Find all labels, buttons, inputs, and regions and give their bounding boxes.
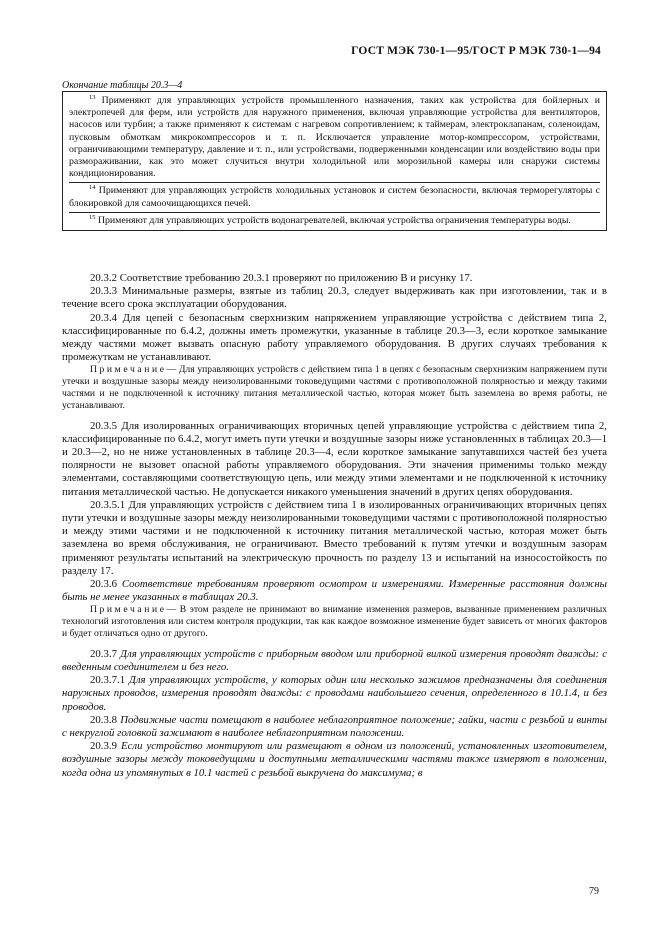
main-text <box>62 272 607 780</box>
clause-text: Соответствие требованиям проверяют осмотром и измерениями. Измеренные расстояния должны быть не менее указанных в таблицах 20.3. <box>62 578 607 604</box>
clause-text: Для управляющих устройств, у которых один или несколько зажимов предназначены для соединения наружных проводов, измерения проводят дважды: с проводами наибольшего сечения, определенного в 10.1.4, и без проводов. <box>62 674 607 713</box>
footnote-text: Применяют для управляющих устройств водонагревателей, включая устройства ограничения температуры воды. <box>97 214 571 226</box>
note-text: — Для управляющих устройств с действием типа 1 в цепях с безопасным сверхнизким напряжением пути утечки и воздушные зазоры между неизолированными токоведущими частями с противоположной полярностью и между такими частями и не подключенной к источнику питания металлической частью, которая может быть заземлена во время работы, не устанавливают. <box>62 364 607 411</box>
note-1 <box>62 364 607 411</box>
paragraph-20-3-5-1: 20.3.5.1 Для управляющих устройств с действием типа 1 в изолированных ограничивающих вторичных цепях пути утечки и воздушные зазоры между неизолированными токоведущими частями с противоположной полярностью и между этими частями и не подключенной к источнику питания металлической частью, которая может быть заземлена во время обслуживания, не ограничивают. Вместо требований к путям утечки и воздушным зазорам применяют результаты испытаний на электрическую прочность по разделу 13 и испытаний на износостойкость по разделу 17. <box>62 498 607 577</box>
clause-text: Подвижные части помещают в наиболее неблагоприятное положение; гайки, части с резьбой и винты с некруглой головкой зажимают в наиболее неблагоприятном положении. <box>62 713 607 740</box>
footnote-13 <box>69 95 600 180</box>
paragraph-20-3-3: 20.3.3 Минимальные размеры, взятые из таблиц 20.3, следует выдерживать как при изготовлении, так и в течение всего срока эксплуатации оборудования. <box>62 285 607 311</box>
table-caption: Окончание таблицы 20.3—4 <box>62 80 183 91</box>
paragraph-20-3-5: 20.3.5 Для изолированных ограничивающих вторичных цепей управляющие устройства с действием типа 2, классифицированные по 6.4.2, могут иметь пути утечки и воздушные зазоры ниже установленных в таблицах 20.3—1 и 20.3—2, но не ниже установленных в таблице 20.3—4, если короткое замыкание запутавшихся частей без учета полярности не вызовет опасной работы управляемого оборудования. Эти значения применимы только между элементами, составляющими соответствующую цепь, или между этими элементами и не подключенной к источнику питания металлической частью. Не допускается никакого уменьшения значений в других цепях оборудования. <box>62 419 607 498</box>
note-text: — В этом разделе не принимают во внимание изменения размеров, вызванные применением различных технологий изготовления или систем контроля продукции, так как каждое возможное изменение будет зависеть от многих факторов и будет отличаться одно от другого. <box>62 604 607 640</box>
paragraph-20-3-9 <box>62 740 607 780</box>
page-number: 79 <box>589 886 599 897</box>
clause-number: 20.3.9 <box>90 740 117 753</box>
note-label: Примечание <box>90 604 167 616</box>
paragraph-20-3-4: 20.3.4 Для цепей с безопасным сверхнизким напряжением управляющие устройства с действием типа 2, классифицированные по 6.4.2, должны иметь промежутки, указанные в таблице 20.3—3, если короткое замыкание между частями может вызвать опасную работу управляемого оборудования. В других случаях требования к промежуткам не устанавливают. <box>62 311 607 364</box>
footnote-number: 13 <box>89 94 96 101</box>
clause-number: 20.3.6 <box>90 578 117 591</box>
footnote-15 <box>69 212 600 227</box>
footnotes-box <box>62 91 607 231</box>
clause-text: Если устройство монтируют или размещают в одном из положений, установленных изготовителем, воздушные зазоры между токоведущими и доступными металлическими частями также измеряют в положении, когда одна из упомянутых в 10.1 частей с резьбой выкручена до максимума; в <box>62 740 607 779</box>
paragraph-20-3-2: 20.3.2 Соответствие требованию 20.3.1 проверяют по приложению В и рисунку 17. <box>90 272 473 284</box>
note-2 <box>62 604 607 639</box>
clause-text: Для управляющих устройств с приборным вводом или приборной вилкой измерения проводят дважды: с введенным соединителем и без него. <box>62 647 607 674</box>
footnote-14 <box>69 182 600 209</box>
clause-number: 20.3.8 <box>90 713 117 726</box>
footnote-number: 15 <box>89 213 96 221</box>
footnote-text: Применяют для управляющих устройств холодильных установок и систем безопасности, включая терморегуляторы с блокировкой для самоочищающихся печей. <box>69 185 600 209</box>
footnote-text: Применяют для управляющих устройств промышленного назначения, таких как устройства для бойлерных и электропечей для ферм, или устройств для наружного применения, включая управляющие устройства для вентиляторов, насосов или турбин; а также применяют к системам с нагревом сопротивлением; к таймерам, электроклапанам, соленоидам, пусковым обмоткам микрокомпрессоров и т. п. Исключается управление мотор-компрессором, устройствами, ограничивающими температуру, давление и т. п., или устройствами, подверженными конденсации или воздействию воды при размораживании, как это может случиться внутри холодильной или морозильной камеры или снаружи системы кондиционирования. <box>69 95 600 180</box>
note-label: Примечание <box>90 364 167 376</box>
clause-number: 20.3.7 <box>90 647 117 660</box>
paragraph-20-3-7-1 <box>62 674 607 714</box>
clause-number: 20.3.7.1 <box>90 674 126 687</box>
paragraph-20-3-8 <box>62 714 607 740</box>
footnote-number: 14 <box>89 184 96 192</box>
paragraph-20-3-7 <box>62 648 607 674</box>
page-header: ГОСТ МЭК 730-1—95/ГОСТ Р МЭК 730-1—94 <box>351 45 601 57</box>
paragraph-20-3-6 <box>62 578 607 604</box>
